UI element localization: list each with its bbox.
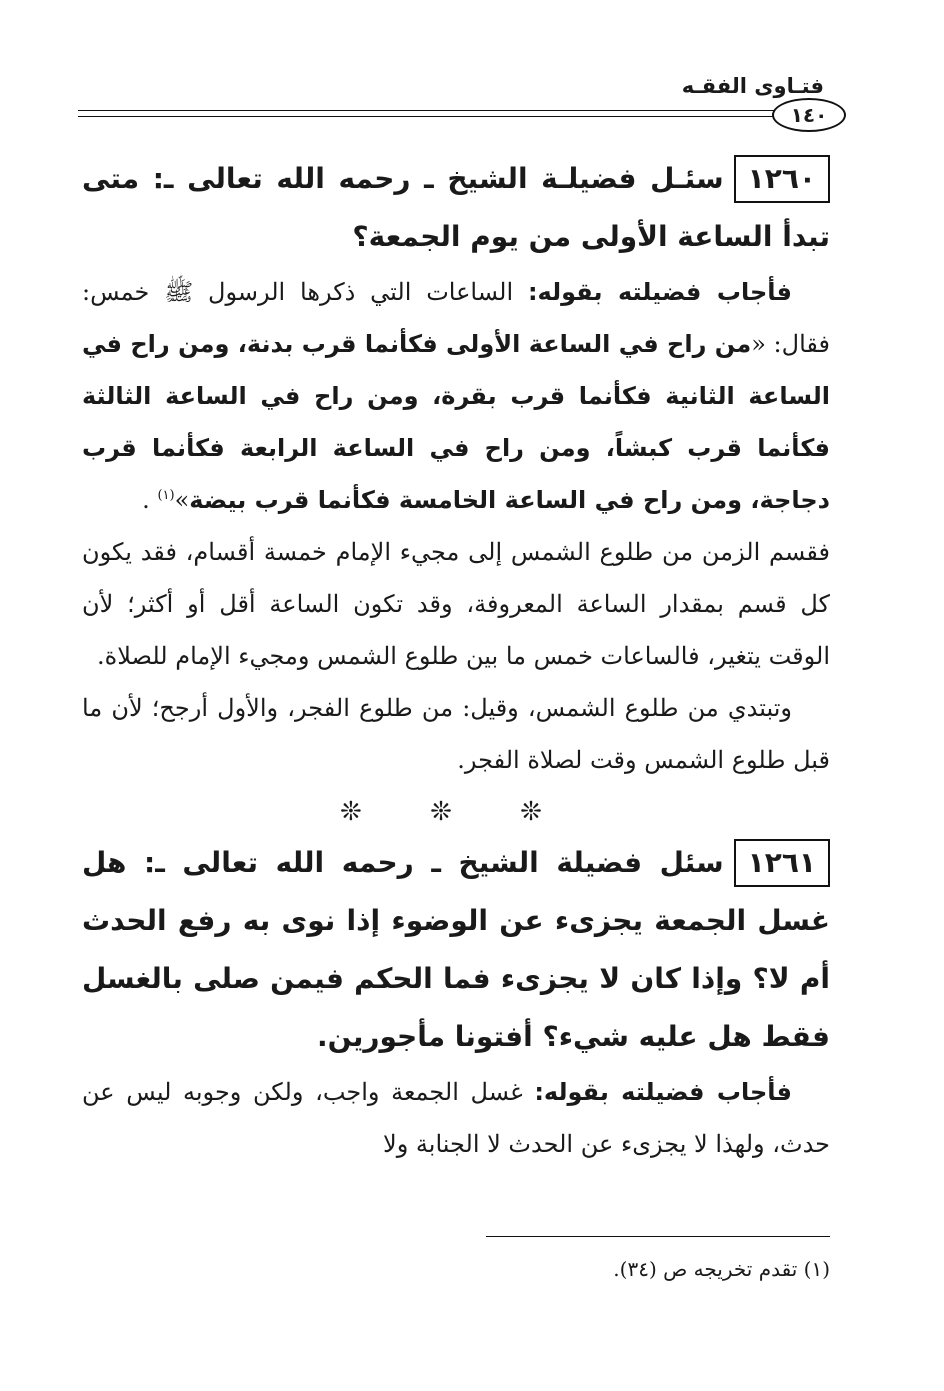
page-body (82, 150, 830, 1170)
paragraph-start-time: وتبتدي من طلوع الشمس، وقيل: من طلوع الفجر، والأول أرجح؛ لأن ما قبل طلوع الشمس وقت لصلاة الفجر. (82, 694, 830, 774)
answer-1261 (82, 1066, 830, 1170)
question-text: سئل فضيلة الشيخ ـ رحمه الله تعالى ـ: هل غسل الجمعة يجزىء عن الوضوء إذا نوى به رفع الحدث أم لا؟ وإذا كان لا يجزىء فما الحكم فيمن صلى بالغسل فقط هل عليه شيء؟ أفتونا مأجورين. (82, 846, 830, 1053)
question-text: سئـل فضيلـة الشيخ ـ رحمه الله تعالى ـ: متى تبدأ الساعة الأولى من يوم الجمعة؟ (82, 162, 830, 253)
answer-intro: الساعات التي ذكرها الرسول ﷺ خمس: فقال: « (82, 278, 831, 358)
answer-text: غسل الجمعة واجب، ولكن وجوبه ليس عن حدث، ولهذا لا يجزىء عن الحدث لا الجنابة ولا (82, 1078, 830, 1158)
answer-lead: فأجاب فضيلته بقوله: (534, 1078, 793, 1106)
section-separator: ❊ ❊ ❊ (340, 797, 572, 827)
page-number-badge: ١٤٠ (772, 98, 846, 132)
question-1261 (82, 834, 830, 1066)
running-header-title: فتـاوى الفقـه (681, 74, 824, 98)
answer-lead: فأجاب فضيلته بقوله: (527, 278, 792, 306)
header-rule-bottom (78, 116, 828, 117)
header-rule-top (78, 110, 828, 111)
hadith-end: . (142, 486, 158, 514)
hadith-close-quote: » (174, 486, 190, 514)
hadith-text: من راح في الساعة الأولى فكأنما قرب بدنة، ومن راح في الساعة الثانية فكأنما قرب بقرة، ومن راح في الساعة الثالثة فكأنما قرب كبشاً، ومن راح في الساعة الرابعة فكأنما قرب دجاجة، ومن راح في الساعة الخامسة فكأنما قرب بيضة (82, 330, 830, 514)
answer-1260 (82, 266, 830, 526)
footnote: (١) تقدم تخريجه ص (٣٤). (613, 1257, 830, 1281)
paragraph-time-division: فقسم الزمن من طلوع الشمس إلى مجيء الإمام خمسة أقسام، فقد يكون كل قسم بمقدار الساعة المعروفة، وقد تكون الساعة أقل أو أكثر؛ لأن الوقت يتغير، فالساعات خمس ما بين طلوع الشمس ومجيء الإمام للصلاة. (82, 538, 830, 670)
question-number-box: ١٢٦٠ (734, 155, 830, 203)
footnote-divider (486, 1236, 830, 1237)
question-1260 (82, 150, 830, 266)
footnote-reference: (١) (157, 488, 175, 503)
question-number-box: ١٢٦١ (734, 839, 830, 887)
